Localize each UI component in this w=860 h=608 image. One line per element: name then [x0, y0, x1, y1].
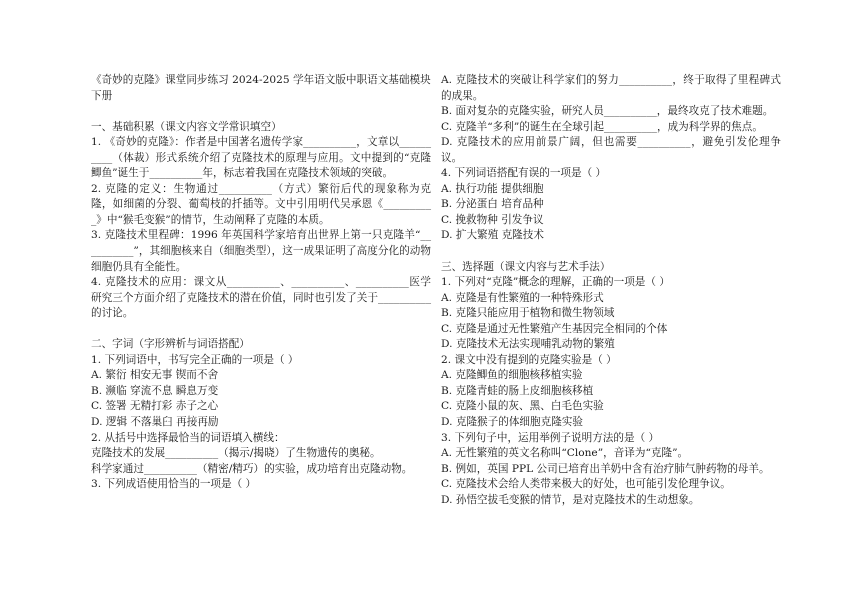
left-column: [91, 73, 431, 493]
fill-question-4: 4. 克隆技术的应用：课文从__________、__________、__________医学研究三个方面介绍了克隆技术的潜在价值，同时也引发了关于__________的讨论。: [91, 276, 431, 320]
word-question-2-line-1: 克隆技术的发展__________（揭示/揭晓）了生物遗传的奥秘。: [91, 447, 381, 460]
option-a: A. 克隆技术的突破让科学家们的努力__________，终于取得了里程碑式的成果。: [441, 74, 781, 102]
right-column: [441, 73, 781, 508]
section-heading-2: 二、字词（字形辨析与词语搭配）: [91, 338, 250, 351]
option-a: A. 无性繁殖的英文名称叫“Clone”，音译为“克隆”。: [441, 447, 689, 460]
word-question-4: 4. 下列词语搭配有误的一项是（ ）: [441, 167, 607, 180]
fill-question-1: 1. 《奇妙的克隆》：作者是中国著名遗传学家__________，文章以__________（体裁）形式系统介绍了克隆技术的原理与应用。文中提到的“克隆鲫鱼”诞生于__________年，标志着我国在克隆技术领域的突破。: [91, 136, 431, 180]
option-b: B. 克隆只能应用于植物和微生物领域: [441, 307, 615, 320]
option-b: B. 克隆青蛙的肠上皮细胞核移植: [441, 384, 594, 397]
choice-question-2: 2. 课文中没有提到的克隆实验是（ ）: [441, 353, 617, 366]
option-d: D. 克隆技术无法实现哺乳动物的繁殖: [441, 338, 615, 351]
section-heading-3: 三、选择题（课文内容与艺术手法）: [441, 260, 611, 273]
option-c: C. 克隆羊“多利”的诞生在全球引起__________，成为科学界的焦点。: [441, 120, 763, 133]
fill-question-2: 2. 克隆的定义：生物通过__________（方式）繁衍后代的现象称为克隆，如细菌的分裂、葡萄枝的扦插等。文中引用明代吴承恩《__________》中“猴毛变猴”的情节，生动阐释了克隆的本质。: [91, 182, 431, 226]
choice-question-3: 3. 下列句子中，运用举例子说明方法的是（ ）: [441, 431, 660, 444]
section-heading-1: 一、基础积累（课文内容文学常识填空）: [91, 120, 282, 133]
choice-question-1: 1. 下列对“克隆”概念的理解，正确的一项是（ ）: [441, 276, 670, 289]
option-b: B. 濒临 穿流不息 瞬息万变: [91, 384, 219, 397]
word-question-3: 3. 下列成语使用恰当的一项是（ ）: [91, 478, 257, 491]
option-b: B. 分泌蛋白 培育品种: [441, 198, 544, 211]
option-d: D. 克隆猴子的体细胞克隆实验: [441, 416, 583, 429]
word-question-2-line-2: 科学家通过__________（精密/精巧）的实验，成功培育出克隆动物。: [91, 462, 413, 475]
fill-question-3: 3. 克隆技术里程碑：1996 年英国科学家培育出世界上第一只克隆羊“__________”，其细胞核来自（细胞类型），这一成果证明了高度分化的动物细胞仍具有全能性。: [91, 229, 431, 273]
option-d: D. 孙悟空拔毛变猴的情节，是对克隆技术的生动想象。: [441, 493, 700, 506]
option-c: C. 挽救物种 引发争议: [441, 213, 544, 226]
option-c: C. 克隆是通过无性繁殖产生基因完全相同的个体: [441, 322, 668, 335]
option-d: D. 克隆技术的应用前景广阔，但也需要__________，避免引发伦理争议。: [441, 136, 781, 164]
option-c: C. 克隆小鼠的灰、黑、白毛色实验: [441, 400, 604, 413]
doc-title: 《奇妙的克隆》课堂同步练习 2024-2025 学年语文版中职语文基础模块: [91, 74, 431, 86]
word-question-1: 1. 下列词语中，书写完全正确的一项是（ ）: [91, 353, 299, 366]
option-a: A. 克隆鲫鱼的细胞核移植实验: [441, 369, 583, 382]
option-c: C. 签署 无精打彩 赤子之心: [91, 400, 219, 413]
option-b: B. 例如，英国 PPL 公司已培育出羊奶中含有治疗肺气肿药物的母羊。: [441, 462, 770, 475]
option-a: A. 执行功能 提供细胞: [441, 182, 544, 195]
option-b: B. 面对复杂的克隆实验，研究人员__________，最终攻克了技术难题。: [441, 105, 774, 118]
doc-title-cont: 下册: [91, 89, 113, 102]
option-d: D. 扩大繁殖 克隆技术: [441, 229, 544, 242]
option-d: D. 逻辑 不落巢臼 再接再励: [91, 416, 219, 429]
option-a: A. 繁衍 相安无事 锲而不舍: [91, 369, 219, 382]
option-c: C. 克隆技术会给人类带来极大的好处，也可能引发伦理争议。: [441, 478, 731, 491]
word-question-2: 2. 从括号中选择最恰当的词语填入横线：: [91, 431, 285, 444]
option-a: A. 克隆是有性繁殖的一种特殊形式: [441, 291, 604, 304]
